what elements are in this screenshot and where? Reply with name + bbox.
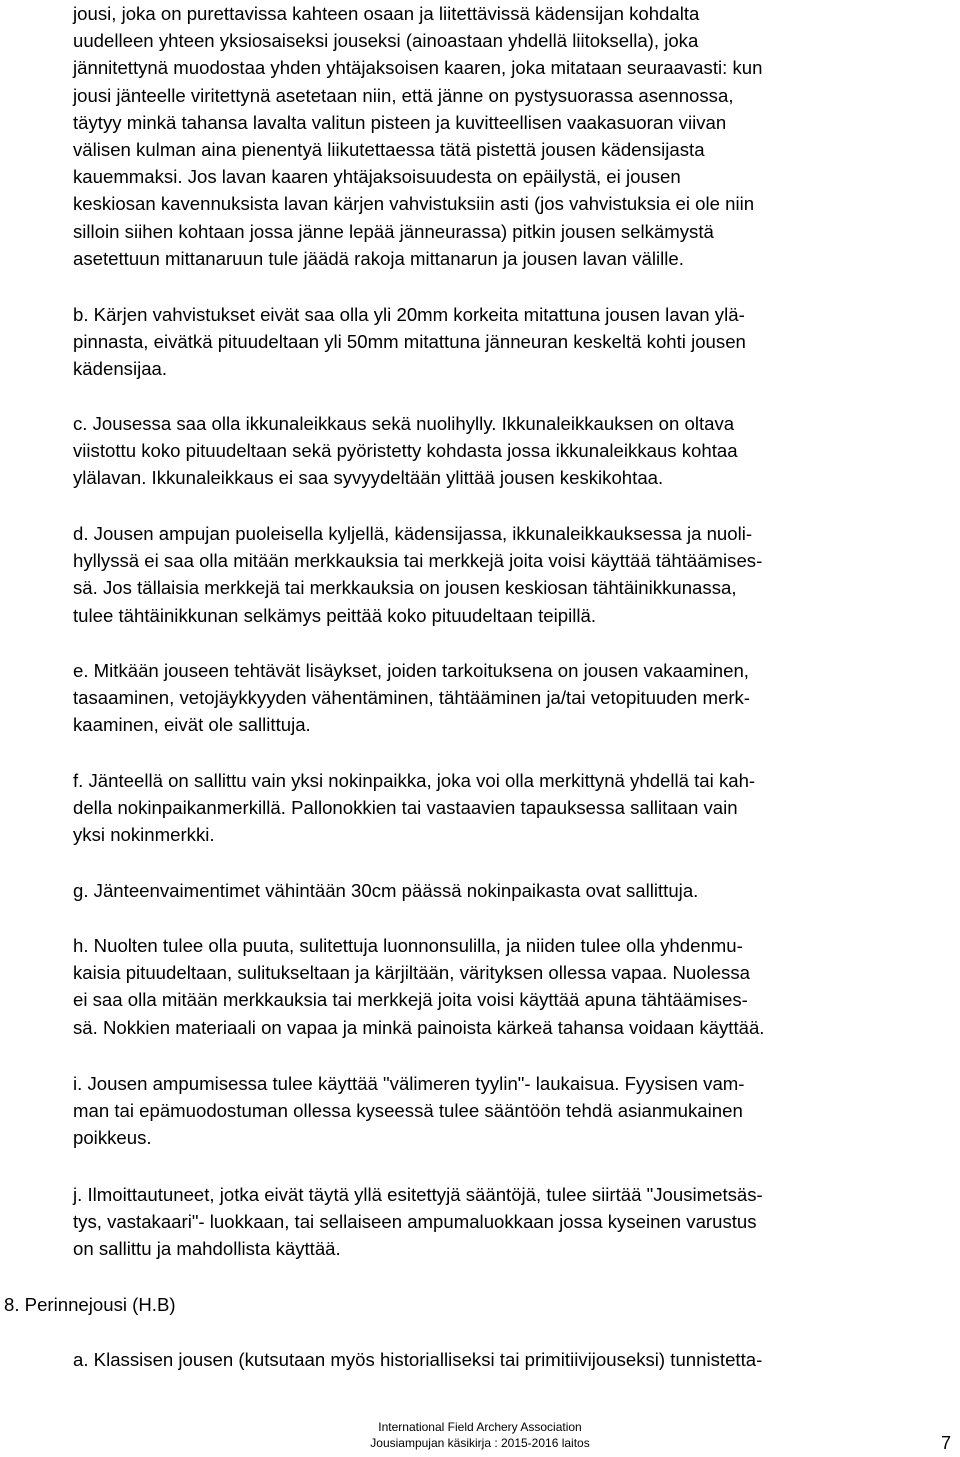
text-line: f. Jänteellä on sallittu vain yksi nokinpaikka, joka voi olla merkittynä yhdellä tai kah- xyxy=(73,770,756,791)
text-line: jännitettynä muodostaa yhden yhtäjaksoisen kaaren, joka mitataan seuraavasti: kun xyxy=(73,57,763,79)
paragraph-rule-a xyxy=(73,1346,953,1373)
paragraph-rule-j xyxy=(73,1181,953,1263)
paragraph-rule-b xyxy=(73,301,953,383)
paragraph-rule-h xyxy=(73,932,953,1041)
text-line: a. Klassisen jousen (kutsutaan myös historialliseksi tai primitiivijouseksi) tunnistetta- xyxy=(73,1349,763,1370)
paragraph-rule-e xyxy=(73,657,953,739)
text-line: pinnasta, eivätkä pituudeltaan yli 50mm mitattuna jänneuran keskeltä kohti jousen xyxy=(73,331,746,353)
text-line: jousi jänteelle viritettynä asetetaan niin, että jänne on pystysuorassa asennossa, xyxy=(73,84,734,106)
footer-organization: International Field Archery Association xyxy=(378,1420,582,1434)
text-line: e. Mitkään jouseen tehtävät lisäykset, joiden tarkoituksena on jousen vakaaminen, xyxy=(73,660,749,681)
text-line: b. Kärjen vahvistukset eivät saa olla yli 20mm korkeita mitattuna jousen lavan ylä- xyxy=(73,304,745,325)
text-line: uudelleen yhteen yksiosaiseksi jouseksi (ainoastaan yhdellä liitoksella), joka xyxy=(73,30,699,52)
text-line: kauemmaksi. Jos lavan kaaren yhtäjaksoisuudesta on epäilystä, ei jousen xyxy=(73,166,681,188)
text-line: poikkeus. xyxy=(73,1127,152,1149)
text-line: silloin siihen kohtaan jossa jänne lepää jänneurassa) pitkin jousen selkämystä xyxy=(73,220,714,242)
text-line: kaisia pituudeltaan, sulitukseltaan ja kärjiltään, värityksen ollessa vapaa. Nuolessa xyxy=(73,962,750,984)
text-line: ylälavan. Ikkunaleikkaus ei saa syvyydeltään ylittää jousen keskikohtaa. xyxy=(73,467,664,489)
text-line: man tai epämuodostuman ollessa kyseessä tulee sääntöön tehdä asianmukainen xyxy=(73,1100,743,1122)
text-line: c. Jousessa saa olla ikkunaleikkaus sekä nuolihylly. Ikkunaleikkauksen on oltava xyxy=(73,413,735,434)
text-line: sä. Jos tällaisia merkkejä tai merkkauksia on jousen keskiosan tähtäinikkunassa, xyxy=(73,577,737,599)
text-line: on sallittu ja mahdollista käyttää. xyxy=(73,1238,341,1260)
text-line: kaaminen, eivät ole sallittuja. xyxy=(73,714,311,736)
paragraph-rule-g xyxy=(73,877,953,904)
text-line: della nokinpaikanmerkillä. Pallonokkien tai vastaavien tapauksessa sallitaan vain xyxy=(73,797,738,819)
text-line: jousi, joka on purettavissa kahteen osaan ja liitettävissä kädensijan kohdalta xyxy=(73,3,700,24)
paragraph-rule-d xyxy=(73,520,953,629)
text-line: tys, vastakaari"- luokkaan, tai sellaiseen ampumaluokkaan jossa kyseinen varustus xyxy=(73,1211,757,1233)
paragraph-rule-i xyxy=(73,1070,953,1152)
text-line: asetettuun mittanaruun tule jäädä rakoja mittanarun ja jousen lavan välille. xyxy=(73,247,684,269)
text-line: viistottu koko pituudeltaan sekä pyöristetty kohdasta jossa ikkunaleikkaus kohtaa xyxy=(73,440,738,462)
text-line: tulee tähtäinikkunan selkämys peittää koko pituudeltaan teipillä. xyxy=(73,604,597,626)
text-line: keskiosan kavennuksista lavan kärjen vahvistuksiin asti (jos vahvistuksia ei ole niin xyxy=(73,193,755,215)
text-line: kädensijaa. xyxy=(73,358,168,380)
section-heading: 8. Perinnejousi (H.B) xyxy=(4,1294,176,1315)
paragraph-intro-continued xyxy=(73,0,953,272)
text-line: tasaaminen, vetojäykkyyden vähentäminen, tähtääminen ja/tai vetopituuden merk- xyxy=(73,687,751,709)
text-line: d. Jousen ampujan puoleisella kyljellä, kädensijassa, ikkunaleikkauksessa ja nuoli- xyxy=(73,523,753,544)
text-line: täytyy minkä tahansa lavalta valitun pisteen ja kuvitteellisen vaakasuoran viivan xyxy=(73,111,727,133)
text-line: hyllyssä ei saa olla mitään merkkauksia tai merkkejä joita voisi käyttää tähtäämises- xyxy=(73,550,763,572)
footer-handbook: Jousiampujan käsikirja : 2015-2016 laitos xyxy=(370,1436,590,1450)
text-line: h. Nuolten tulee olla puuta, sulitettuja luonnonsulilla, ja niiden tulee olla yhdenmu- xyxy=(73,935,743,956)
page-number: 7 xyxy=(941,1433,952,1453)
text-line: j. Ilmoittautuneet, jotka eivät täytä yllä esitettyjä sääntöjä, tulee siirtää "Jousimetsäs- xyxy=(73,1184,763,1205)
text-line: yksi nokinmerkki. xyxy=(73,824,215,846)
paragraph-rule-f xyxy=(73,767,953,849)
text-line: sä. Nokkien materiaali on vapaa ja minkä painoista kärkeä tahansa voidaan käyttää. xyxy=(73,1016,765,1038)
text-line: ei saa olla mitään merkkauksia tai merkkejä joita voisi käyttää apuna tähtäämises- xyxy=(73,989,748,1011)
text-line: i. Jousen ampumisessa tulee käyttää "välimeren tyylin"- laukaisua. Fyysisen vam- xyxy=(73,1073,745,1094)
text-line: välisen kulman aina pienentyä liikutettaessa tätä pistettä jousen kädensijasta xyxy=(73,138,705,160)
text-line: g. Jänteenvaimentimet vähintään 30cm päässä nokinpaikasta ovat sallittuja. xyxy=(73,880,699,901)
paragraph-rule-c xyxy=(73,410,953,492)
